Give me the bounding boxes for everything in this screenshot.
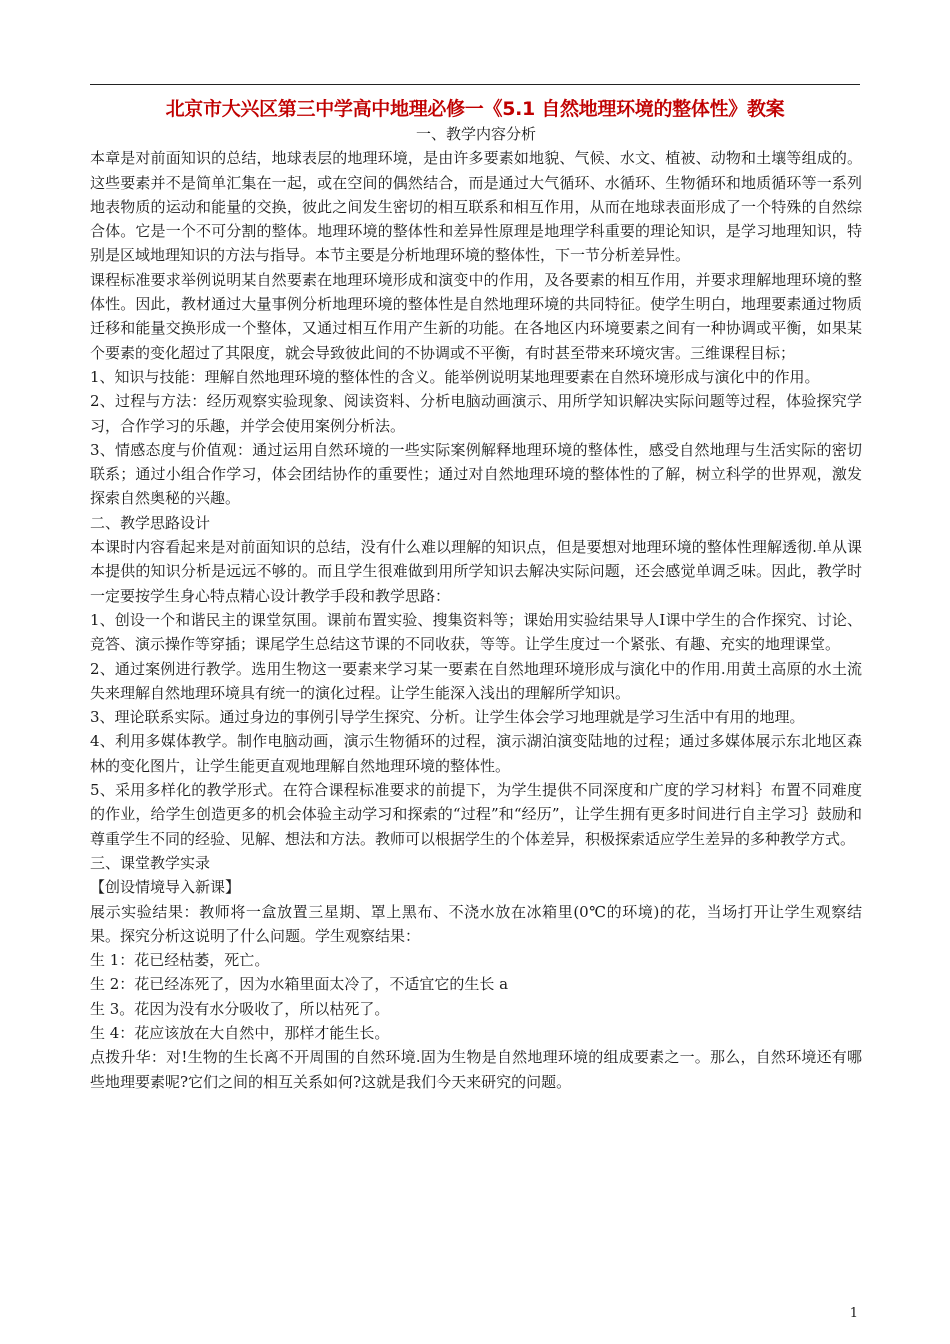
paragraph: 课程标准要求举例说明某自然要素在地理环境形成和演变中的作用，及各要素的相互作用，并要求理解地理环境的整体性。因此，教材通过大量事例分析地理环境的整体性是自然地理环境的共同特征。使学生明白，地理要素通过物质迁移和能量交换形成一个整体，又通过相互作用产生新的功能。在各地区内环境要素之间有一种协调或平衡，如果某个要素的变化超过了其限度，就会导致彼此间的不协调或不平衡，有时甚至带来环境灾害。三维课程目标； [90, 270, 862, 362]
paragraph: 本章是对前面知识的总结，地球表层的地理环境，是由许多要素如地貌、气候、水文、植被、动物和土壤等组成的。这些要素并不是简单汇集在一起，或在空间的偶然结合，而是通过大气循环、水循环、生物循环和地质循环等一系列地表物质的运动和能量的交换，彼此之间发生密切的相互联系和相互作用，从而在地球表面形成了一个特殊的自然综合体。它是一个不可分割的整体。地理环境的整体性和差异性原理是地理学科重要的理论知识，是学习地理知识，特别是区域地理知识的方法与指导。本节主要是分析地理环境的整体性，下一节分析差异性。 [90, 149, 862, 265]
paragraph: 3、情感态度与价值观：通过运用自然环境的一些实际案例解释地理环境的整体性，感受自然地理与生活实际的密切联系；通过小组合作学习，体会团结协作的重要性；通过对自然地理环境的整体性的了解，树立科学的世界观，激发探索自然奥秘的兴趣。 [90, 440, 862, 508]
paragraph: 生 1：花已经枯萎，死亡。 [90, 951, 270, 970]
paragraph: 本课时内容看起来是对前面知识的总结，没有什么难以理解的知识点，但是要想对地理环境的整体性理解透彻.单从课本提供的知识分析是远远不够的。而且学生很难做到用所学知识去解决实际问题，还会感觉单调乏味。因此，教学时一定要按学生身心特点精心设计教学手段和教学思路： [90, 538, 862, 605]
paragraph: 2、过程与方法：经历观察实验现象、阅读资料、分析电脑动画演示、用所学知识解决实际问题等过程，体验探究学习，合作学习的乐趣，并学会使用案例分析法。 [90, 392, 862, 435]
section-heading: 二、教学思路设计 [90, 513, 211, 532]
section-heading: 一、教学内容分析 [415, 125, 536, 143]
section-heading: 【创设情境导入新课】 [90, 878, 241, 897]
paragraph: 1、知识与技能：理解自然地理环境的整体性的含义。能举例说明某地理要素在自然环境形成与演化中的作用。 [90, 367, 820, 386]
section-heading: 三、课堂教学实录 [90, 853, 211, 872]
paragraph: 5、采用多样化的教学形式。在符合课程标准要求的前提下，为学生提供不同深度和广度的学习材料｝布置不同难度的作业，给学生创造更多的机会体验主动学习和探索的“过程”和“经历”，让学生拥有更多时间进行自主学习｝鼓励和尊重学生不同的经验、见解、想法和方法。教师可以根据学生的个体差异，积极探索适应学生差异的多种教学方式。 [90, 781, 862, 848]
page-number: 1 [849, 1306, 858, 1321]
paragraph: 4、利用多媒体教学。制作电脑动画，演示生物循环的过程，演示湖泊演变陆地的过程；通过多媒体展示东北地区森林的变化图片，让学生能更直观地理解自然地理环境的整体性。 [90, 732, 862, 775]
paragraph: 生 2：花已经冻死了，因为水箱里面太冷了，不适宜它的生长 a [90, 975, 509, 994]
paragraph: 生 4：花应该放在大自然中，那样才能生长。 [90, 1023, 390, 1042]
paragraph: 展示实验结果：教师将一盒放置三星期、罩上黑布、不浇水放在冰箱里(0℃的环境)的花，当场打开让学生观察结果。探究分析这说明了什么问题。学生观察结果： [90, 902, 862, 945]
document-title: 北京市大兴区第三中学高中地理必修一《5.1 自然地理环境的整体性》教案 [165, 98, 785, 120]
header-rule [90, 84, 860, 85]
paragraph: 2、通过案例进行教学。选用生物这一要素来学习某一要素在自然地理环境形成与演化中的作用.用黄土高原的水土流失来理解自然地理环境具有统一的演化过程。让学生能深入浅出的理解所学知识。 [90, 659, 862, 702]
paragraph: 生 3。花因为没有水分吸收了，所以枯死了。 [90, 999, 390, 1018]
paragraph: 点拨升华：对!生物的生长离不开周围的自然环境.固为生物是自然地理环境的组成要素之一。那么，自然环境还有哪些地理要素呢?它们之间的相互关系如何?这就是我们今天来研究的问题。 [90, 1048, 862, 1091]
paragraph: 1、创设一个和谐民主的课堂氛围。课前布置实验、搜集资料等；课始用实验结果导人Ⅰ课中学生的合作探究、讨论、竞答、演示操作等穿插；课尾学生总结这节课的不同收获，等等。让学生度过一个紧张、有趣、充实的地理课堂。 [90, 610, 862, 654]
document-body [90, 122, 862, 1094]
paragraph: 3、理论联系实际。通过身边的事例引导学生探究、分析。让学生体会学习地理就是学习生活中有用的地理。 [90, 708, 805, 727]
